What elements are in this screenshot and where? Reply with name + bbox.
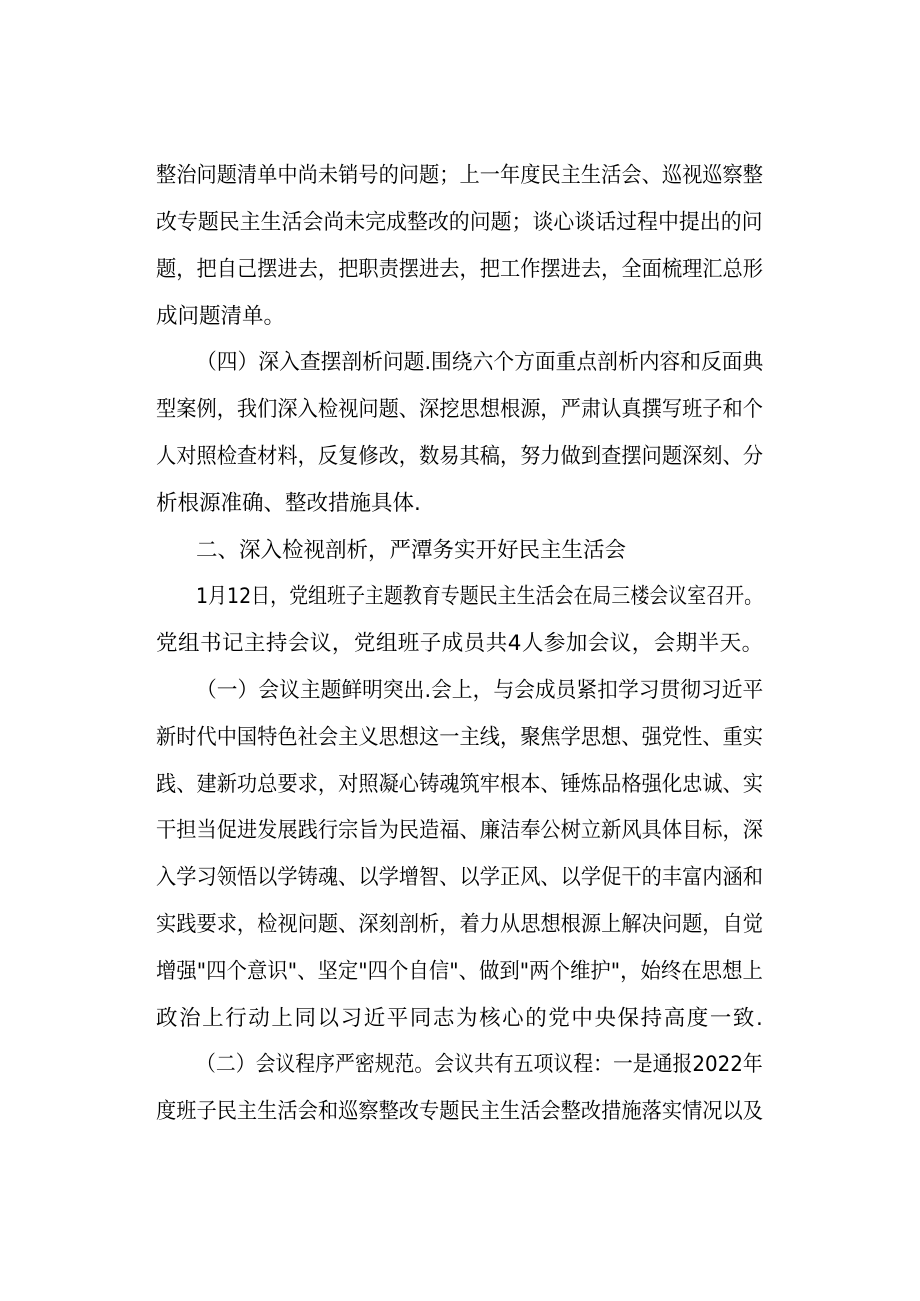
paragraph-line: 践、建新功总要求，对照凝心铸魂筑牢根本、锤炼品格强化忠诚、实 — [156, 772, 764, 797]
paragraph-line: 党组书记主持会议，党组班子成员共4人参加会议，会期半天。 — [156, 631, 764, 656]
paragraph-line: （一）会议主题鲜明突出.会上，与会成员紧扣学习贯彻习近平 — [196, 678, 764, 703]
paragraph-line: 度班子民主生活会和巡察整改专题民主生活会整改措施落实情况以及 — [156, 1099, 764, 1124]
paragraph-line: 政治上行动上同以习近平同志为核心的党中央保持高度一致. — [156, 1006, 765, 1031]
paragraph-line: 成问题清单。 — [156, 304, 286, 329]
section-heading: 二、深入检视剖析，严潭务实开好民主生活会 — [196, 538, 627, 563]
paragraph-line: 整治问题清单中尚未销号的问题；上一年度民主生活会、巡视巡察整 — [156, 163, 764, 188]
paragraph-line: 入学习领悟以学铸魂、以学增智、以学正风、以学促干的丰富内涵和 — [156, 865, 764, 890]
paragraph-line: 新时代中国特色社会主义思想这一主线，聚焦学思想、强党性、重实 — [156, 725, 764, 750]
paragraph-line: 改专题民主生活会尚未完成整改的问题；谈心谈话过程中提出的问 — [156, 210, 763, 235]
paragraph-line: 型案例，我们深入检视问题、深挖思想根源，严肃认真撰写班子和个 — [156, 397, 764, 422]
paragraph-line: 人对照检查材料，反复修改，数易其稿，努力做到查摆问题深刻、分 — [156, 444, 764, 469]
paragraph-line: 实践要求，检视问题、深刻剖析，着力从思想根源上解决问题，自觉 — [156, 912, 764, 937]
paragraph-line: 干担当促进发展践行宗旨为民造福、廉洁奉公树立新风具体目标，深 — [156, 818, 764, 843]
paragraph-line: 题，把自己摆进去，把职责摆进去，把工作摆进去，全面梳理汇总形 — [156, 257, 764, 282]
paragraph-line: 析根源准确、整改措施具体. — [156, 491, 421, 516]
paragraph-line: 增强"四个意识"、坚定"四个自信"、做到"两个维护"，始终在思想上 — [156, 959, 763, 984]
paragraph-line: （四）深入查摆剖析问题.围绕六个方面重点剖析内容和反面典 — [196, 350, 764, 375]
paragraph-line: 1月12日，党组班子主题教育专题民主生活会在局三楼会议室召开。 — [196, 584, 764, 609]
paragraph-line: （二）会议程序严密规范。会议共有五项议程：一是通报2022年 — [196, 1052, 763, 1077]
